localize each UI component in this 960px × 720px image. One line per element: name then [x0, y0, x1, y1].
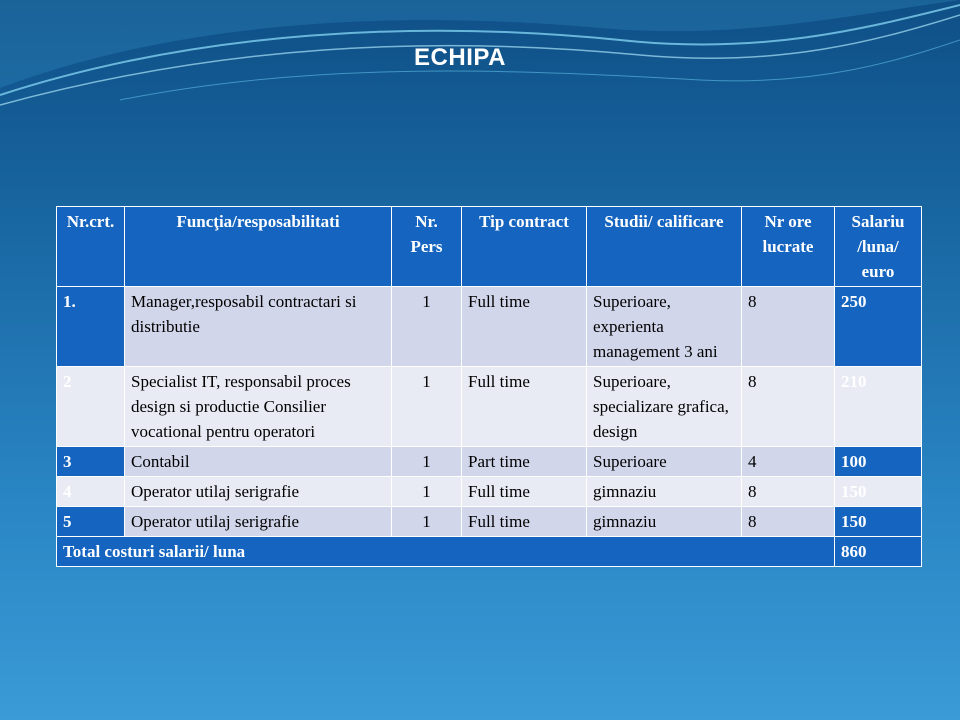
cell-pers: 1: [392, 447, 462, 477]
header-contract: Tip contract: [462, 207, 587, 287]
table-row: [57, 287, 922, 367]
cell-studii: Superioare, experienta management 3 ani: [587, 287, 742, 367]
total-value: 860: [835, 537, 922, 567]
cell-pers: 1: [392, 287, 462, 367]
cell-contract: Full time: [462, 507, 587, 537]
cell-functie: Operator utilaj serigrafie: [125, 477, 392, 507]
header-ore: Nr ore lucrate: [742, 207, 835, 287]
total-label: Total costuri salarii/ luna: [57, 537, 835, 567]
cell-contract: Full time: [462, 287, 587, 367]
cell-nr: 4: [57, 477, 125, 507]
cell-contract: Full time: [462, 367, 587, 447]
cell-functie: Manager,resposabil contractari si distributie: [125, 287, 392, 367]
cell-ore: 8: [742, 507, 835, 537]
total-row: [57, 537, 922, 567]
slide-title: ECHIPA: [414, 44, 506, 71]
cell-ore: 8: [742, 367, 835, 447]
table-header-row: [57, 207, 922, 287]
header-functie: Funcţia/resposabilitati: [125, 207, 392, 287]
header-studii: Studii/ calificare: [587, 207, 742, 287]
cell-functie: Contabil: [125, 447, 392, 477]
cell-studii: Superioare: [587, 447, 742, 477]
cell-salariu: 100: [835, 447, 922, 477]
cell-functie: Operator utilaj serigrafie: [125, 507, 392, 537]
cell-nr: 3: [57, 447, 125, 477]
cell-nr: 1.: [57, 287, 125, 367]
cell-contract: Full time: [462, 477, 587, 507]
cell-contract: Part time: [462, 447, 587, 477]
team-table: [56, 206, 922, 567]
header-salariu: Salariu /luna/ euro: [835, 207, 922, 287]
cell-studii: gimnaziu: [587, 477, 742, 507]
table-row: [57, 507, 922, 537]
cell-salariu: 150: [835, 507, 922, 537]
table-row: [57, 477, 922, 507]
cell-nr: 5: [57, 507, 125, 537]
cell-pers: 1: [392, 367, 462, 447]
header-nr: Nr.crt.: [57, 207, 125, 287]
cell-studii: gimnaziu: [587, 507, 742, 537]
cell-salariu: 210: [835, 367, 922, 447]
cell-ore: 8: [742, 287, 835, 367]
table-row: [57, 367, 922, 447]
table-row: [57, 447, 922, 477]
cell-functie: Specialist IT, responsabil proces design si productie Consilier vocational pentru operatori: [125, 367, 392, 447]
cell-studii: Superioare, specializare grafica, design: [587, 367, 742, 447]
cell-ore: 8: [742, 477, 835, 507]
cell-ore: 4: [742, 447, 835, 477]
cell-pers: 1: [392, 507, 462, 537]
cell-nr: 2: [57, 367, 125, 447]
cell-pers: 1: [392, 477, 462, 507]
cell-salariu: 150: [835, 477, 922, 507]
header-pers: Nr. Pers: [392, 207, 462, 287]
cell-salariu: 250: [835, 287, 922, 367]
